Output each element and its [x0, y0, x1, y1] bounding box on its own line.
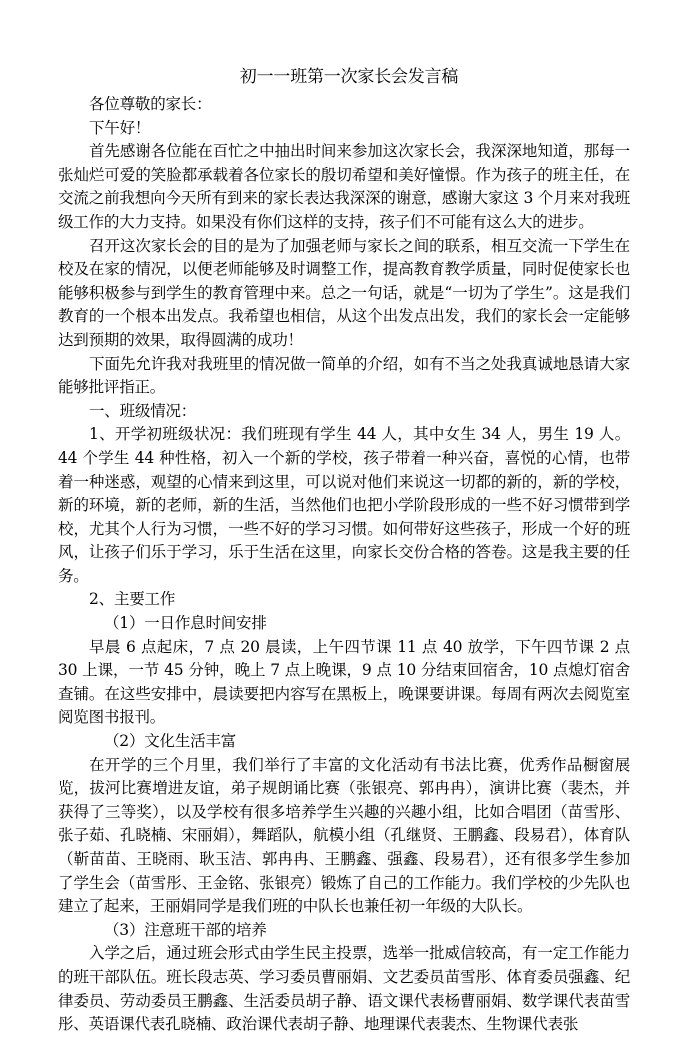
paragraph-intro: 下面先允许我对我班里的情况做一简单的介绍，如有不当之处我真诚地恳请大家能够批评指正。 — [58, 354, 630, 397]
document-page — [58, 66, 630, 1037]
subheading-schedule: （1）一日作息时间安排 — [104, 614, 267, 633]
document-title: 初一一班第一次家长会发言稿 — [239, 67, 459, 87]
subheading-culture: （2）文化生活丰富 — [104, 732, 237, 751]
paragraph-schedule: 早晨 6 点起床，7 点 20 晨读，上午四节课 11 点 40 放学，下午四节课 2 点 30 上课，一节 45 分钟，晚上 7 点上晚课，9 点 10 分结束回宿舍，10 点熄灯宿舍查铺。在这些安排中，晨读要把内容写在黑板上，晚课要讲课。每周有两次去阅览室阅览图书报刊。 — [58, 637, 630, 727]
subheading-cadres: （3）注意班干部的培养 — [104, 920, 267, 939]
section-heading-class-status: 一、班级情况： — [89, 401, 197, 420]
paragraph-thanks: 首先感谢各位能在百忙之中抽出时间来参加这次家长会，我深深地知道，那每一张灿烂可爱的笑脸都承载着各位家长的殷切希望和美好憧憬。作为孩子的班主任，在交流之前我想向今天所有到来的家长表达我深深的谢意，感谢大家这 3 个月来对我班级工作的大力支持。如果没有你们这样的支持，孩子们不可能有这么大的进步。 — [58, 142, 630, 231]
section-heading-main-work: 2、主要工作 — [89, 590, 176, 609]
paragraph-cadres: 入学之后，通过班会形式由学生民主投票，选举一批威信较高，有一定工作能力的班干部队伍。班长段志英、学习委员曹丽娟、文艺委员苗雪彤、体育委员强鑫、纪律委员、劳动委员王鹏鑫、生活委员胡子静、语文课代表杨曹丽娟、数学课代表苗雪彤、英语课代表孔晓楠、政治课代表胡子静、地理课代表裴杰、生物课代表张 — [58, 944, 630, 1034]
paragraph-culture: 在开学的三个月里，我们举行了丰富的文化活动有书法比赛，优秀作品橱窗展览，拔河比赛増进友谊，弟子规朗诵比赛（张银亮、郭冉冉），演讲比赛（裴杰，并获得了三等奖），以及学校有很多培养学生兴趣的兴趣小组，比如合唱团（苗雪彤、张子茹、孔晓楠、宋丽娟），舞蹈队，航模小组（孔继贤、王鹏鑫、段易君），体育队（靳苗苗、王晓雨、耿玉洁、郭冉冉、王鹏鑫、强鑫、段易君），还有很多学生参加了学生会（苗雪彤、王金铭、张银亮）锻炼了自己的工作能力。我们学校的少先队也建立了起来，王丽娟同学是我们班的中队长也兼任初一年级的大队长。 — [58, 755, 630, 916]
paragraph-purpose: 召开这次家长会的目的是为了加强老师与家长之间的联系，相互交流一下学生在校及在家的情况，以便老师能够及时调整工作，提高教育教学质量，同时促使家长也能够积极参与到学生的教育管理中来。总之一句话，就是“一切为了学生”。这是我们教育的一个根本出发点。我希望也相信，从这个出发点出发，我们的家长会一定能够达到预期的效果，取得圆满的成功！ — [58, 236, 630, 349]
greeting-hello: 下午好！ — [89, 118, 151, 137]
paragraph-class-status: 1、开学初班级状况：我们班现有学生 44 人，其中女生 34 人，男生 19 人。44 个学生 44 种性格，初入一个新的学校，孩子带着一种兴奋，喜悦的心情，也带着一种迷惑，观望的心情来到这里，可以说对他们来说这一切都的新的，新的学校，新的环境，新的老师，新的生活，当然他们也把小学阶段形成的一些不好习惯带到学校，尤其个人行为习惯，一些不好的学习习惯。如何带好这些孩子，形成一个好的班风，让孩子们乐于学习，乐于生活在这里，向家长交份合格的答卷。这是我主要的任务。 — [58, 425, 630, 585]
greeting: 各位尊敬的家长： — [89, 95, 212, 113]
